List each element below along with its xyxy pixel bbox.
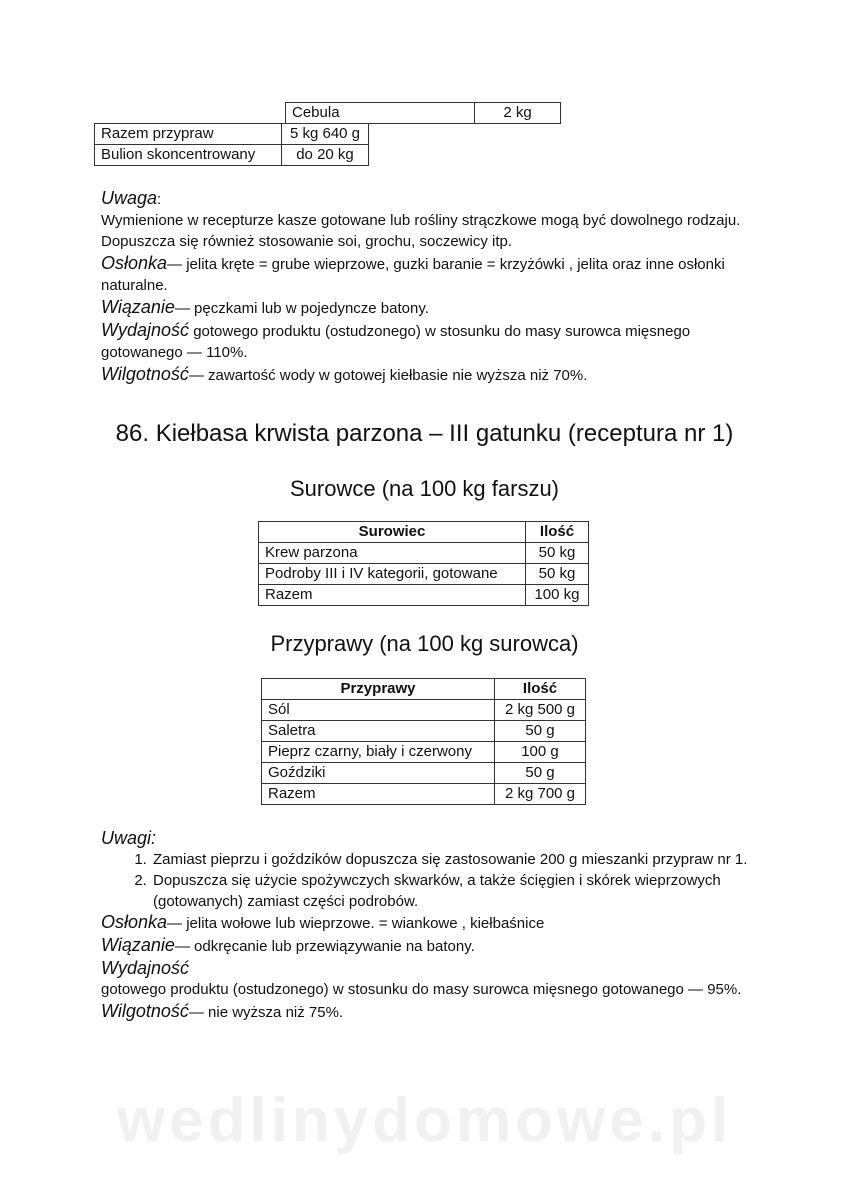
table-cell: Sól <box>262 700 495 721</box>
table-row <box>95 124 369 145</box>
table-cell: Razem <box>262 784 495 805</box>
table-cell: Bulion skoncentrowany <box>95 145 282 166</box>
wydajnosc-text: gotowego produktu (ostudzonego) w stosunku do masy surowca mięsnego gotowanego — 95%. <box>101 981 742 998</box>
table-cell: 50 kg <box>526 543 589 564</box>
table-row <box>262 763 586 784</box>
oslonka-label: Osłonka <box>101 253 168 273</box>
table-cell: do 20 kg <box>282 145 369 166</box>
table-header-row <box>259 522 589 543</box>
wilgotnosc-label: Wilgotność <box>101 1001 189 1021</box>
surowce-heading: Surowce (na 100 kg farszu) <box>289 476 560 501</box>
table-cell: 2 kg 500 g <box>495 700 586 721</box>
table-cell: Krew parzona <box>259 543 526 564</box>
oslonka-label: Osłonka <box>101 912 168 932</box>
header-surowiec: Surowiec <box>259 522 526 543</box>
wiazanie-label: Wiązanie <box>101 297 175 317</box>
table-row <box>262 721 586 742</box>
top-table-rows <box>94 123 369 166</box>
watermark: wedlinydomowe.pl <box>116 1086 733 1155</box>
table-row <box>259 543 589 564</box>
table-cell: Cebula <box>286 103 475 124</box>
notes-block-2 <box>101 828 761 1023</box>
table-row <box>262 784 586 805</box>
table-row <box>262 742 586 763</box>
table-row <box>262 700 586 721</box>
table-cell: Pieprz czarny, biały i czerwony <box>262 742 495 763</box>
header-ilosc: Ilość <box>526 522 589 543</box>
przyprawy-table <box>261 678 586 805</box>
wilgotnosc-text: — zawartość wody w gotowej kiełbasie nie wyższa niż 70%. <box>188 367 588 384</box>
table-header-row <box>262 679 586 700</box>
przyprawy-heading: Przyprawy (na 100 kg surowca) <box>270 631 579 656</box>
wilgotnosc-text: — nie wyższa niż 75%. <box>188 1004 344 1021</box>
table-cell: 100 kg <box>526 585 589 606</box>
oslonka-text: — jelita wołowe lub wieprzowe. = wiankowe , kiełbaśnice <box>167 915 545 932</box>
uwagi-list <box>101 849 761 912</box>
table-row <box>259 564 589 585</box>
uwagi-label: Uwagi: <box>101 828 157 848</box>
table-cell: 5 kg 640 g <box>282 124 369 145</box>
table-cell: 2 kg 700 g <box>495 784 586 805</box>
table-cell: 2 kg <box>475 103 561 124</box>
table-cell: Razem <box>259 585 526 606</box>
table-cell: 50 kg <box>526 564 589 585</box>
table-cell: Goździki <box>262 763 495 784</box>
top-table-row-1 <box>285 102 561 124</box>
surowce-table <box>258 521 589 606</box>
wilgotnosc-label: Wilgotność <box>101 364 189 384</box>
wydajnosc-text: gotowego produktu (ostudzonego) w stosunku do masy surowca mięsnego gotowanego — 110%. <box>101 323 691 361</box>
table-cell: Saletra <box>262 721 495 742</box>
table-cell: 50 g <box>495 721 586 742</box>
wydajnosc-label: Wydajność <box>101 958 190 978</box>
uwaga-label: Uwaga <box>101 188 158 208</box>
recipe-title: 86. Kiełbasa krwista parzona – III gatunku (receptura nr 1) <box>115 420 734 447</box>
notes-block-1: Uwaga: Wymienione w recepturze kasze gotowane lub rośliny strączkowe mogą być dowolnego rodzaju. Dopuszcza się również stosowanie soi, grochu, soczewicy itp. Osłonka— jelita kręte = grube wieprzowe, guzki baranie = krzyżówki , jelita oraz inne osłonki naturalne. Wiązanie— pęczkami lub w pojedyncze batony. Wydajność gotowego produktu (ostudzonego) w stosunku do masy surowca mięsnego gotowanego — 110%. Wilgotność— zawartość wody w gotowej kiełbasie nie wyższa niż 70%. <box>101 188 761 386</box>
wiazanie-label: Wiązanie <box>101 935 175 955</box>
table-cell: Podroby III i IV kategorii, gotowane <box>259 564 526 585</box>
wiazanie-text: — pęczkami lub w pojedyncze batony. <box>174 300 429 317</box>
table-cell: Razem przypraw <box>95 124 282 145</box>
oslonka-text: — jelita kręte = grube wieprzowe, guzki baranie = krzyżówki , jelita oraz inne osłonki naturalne. <box>101 256 725 294</box>
header-ilosc: Ilość <box>495 679 586 700</box>
wydajnosc-label: Wydajność <box>101 320 190 340</box>
table-row <box>259 585 589 606</box>
table-cell: 50 g <box>495 763 586 784</box>
uwaga-text: Wymienione w recepturze kasze gotowane lub rośliny strączkowe mogą być dowolnego rodzaju. Dopuszcza się również stosowanie soi, grochu, soczewicy itp. <box>101 212 741 250</box>
table-row <box>95 145 369 166</box>
header-przyprawy: Przyprawy <box>262 679 495 700</box>
list-item: 1. Zamiast pieprzu i goździków dopuszcza się zastosowanie 200 g mieszanki przypraw nr 1. <box>151 849 761 870</box>
wiazanie-text: — odkręcanie lub przewiązywanie na batony. <box>174 938 475 955</box>
table-cell: 100 g <box>495 742 586 763</box>
list-item: 2. Dopuszcza się użycie spożywczych skwarków, a także ścięgien i skórek wieprzowych (gotowanych) zamiast części podrobów. <box>151 870 761 912</box>
